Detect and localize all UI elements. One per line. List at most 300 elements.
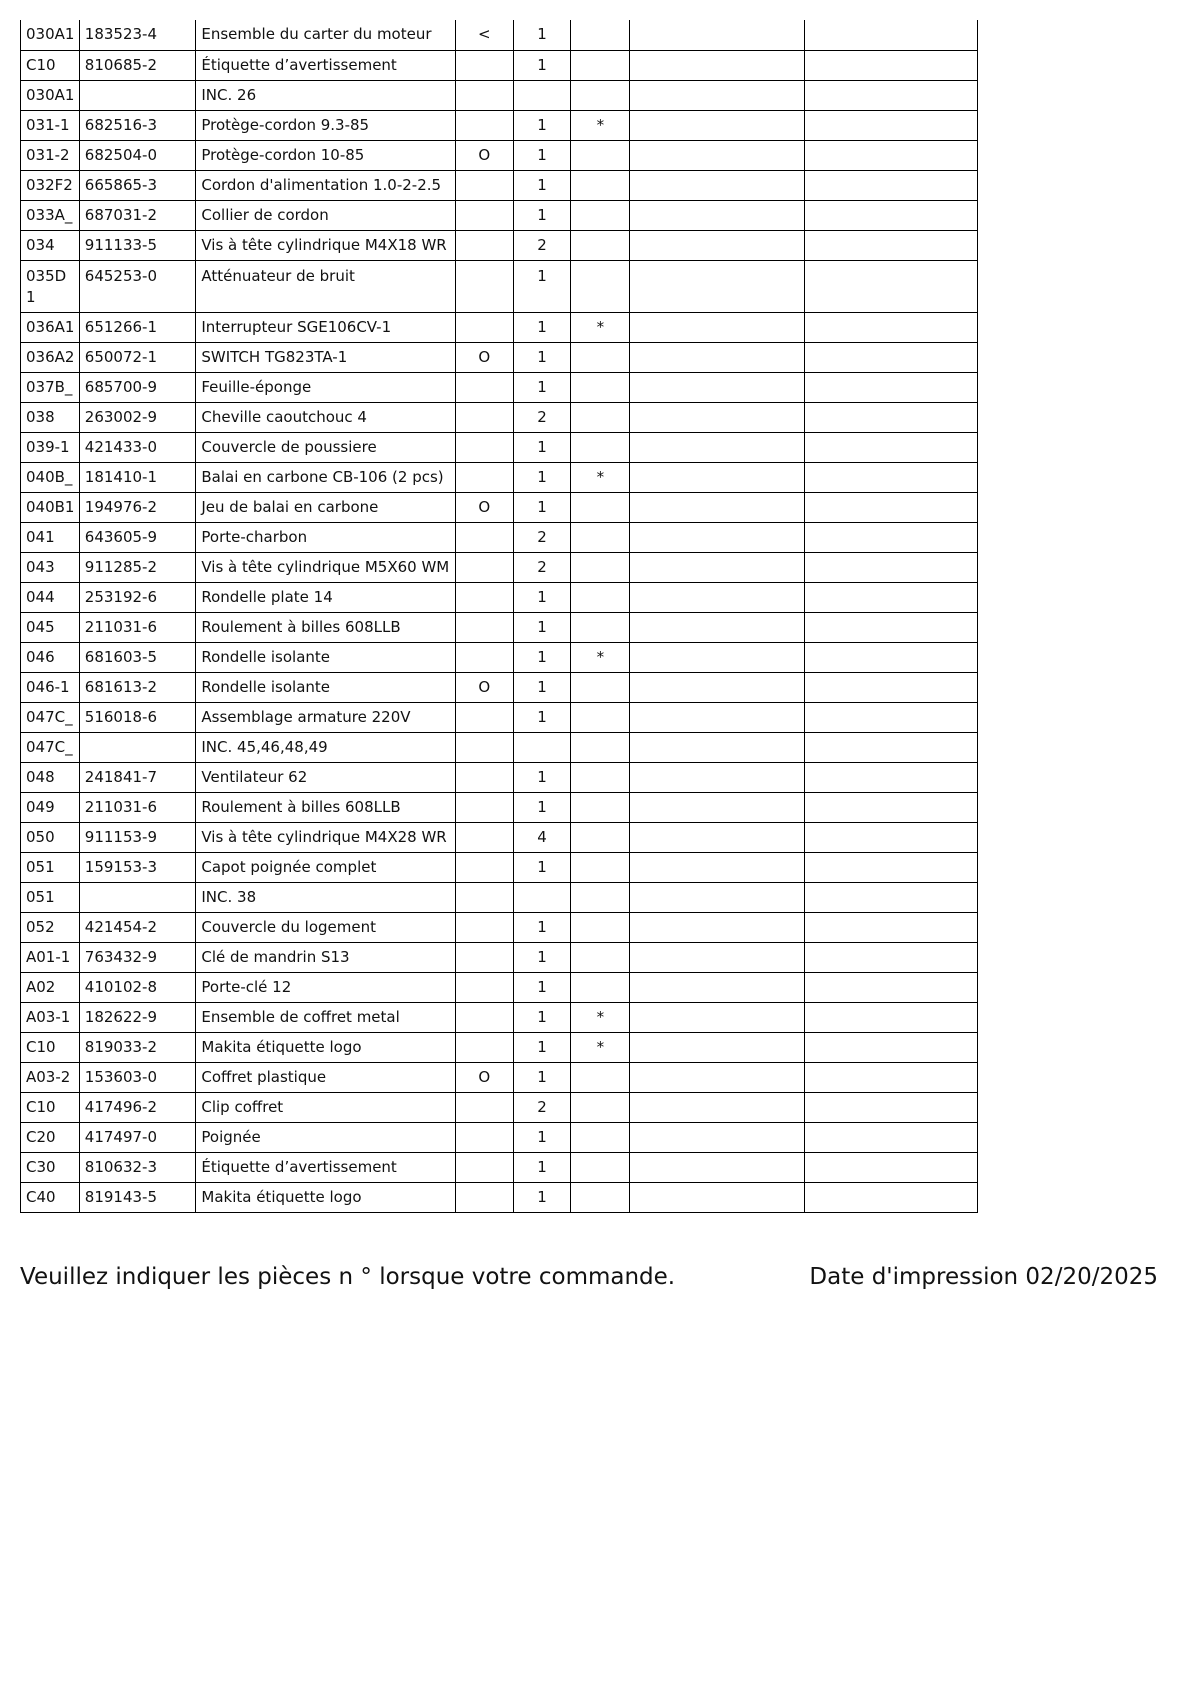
table-row	[21, 942, 978, 972]
part-description-cell: Étiquette d’avertissement	[196, 50, 456, 80]
part-description-cell: INC. 38	[196, 882, 456, 912]
part-ref-cell: 046	[21, 642, 80, 672]
table-row	[21, 312, 978, 342]
empty-cell	[804, 230, 977, 260]
empty-cell	[630, 1062, 804, 1092]
part-flag-cell	[455, 462, 513, 492]
part-flag-cell	[455, 912, 513, 942]
order-note: Veuillez indiquer les pièces n ° lorsque votre commande.	[20, 1264, 676, 1290]
part-number-cell	[79, 80, 196, 110]
part-number-cell: 194976-2	[79, 492, 196, 522]
part-number-cell: 681603-5	[79, 642, 196, 672]
part-description-cell: Clip coffret	[196, 1092, 456, 1122]
table-row	[21, 462, 978, 492]
empty-cell	[804, 312, 977, 342]
part-flag-cell	[455, 312, 513, 342]
part-description-cell: Clé de mandrin S13	[196, 942, 456, 972]
table-row	[21, 672, 978, 702]
part-flag-cell	[455, 972, 513, 1002]
table-row	[21, 1062, 978, 1092]
part-quantity-cell: 1	[513, 612, 571, 642]
part-description-cell: Vis à tête cylindrique M4X18 WR	[196, 230, 456, 260]
parts-table-body	[21, 20, 978, 1212]
table-row	[21, 972, 978, 1002]
part-description-cell: Couvercle du logement	[196, 912, 456, 942]
part-note-cell: *	[571, 312, 630, 342]
part-flag-cell: O	[455, 1062, 513, 1092]
part-description-cell: Capot poignée complet	[196, 852, 456, 882]
table-row	[21, 170, 978, 200]
empty-cell	[630, 1122, 804, 1152]
part-ref-cell: 036A2	[21, 342, 80, 372]
part-ref-cell: C20	[21, 1122, 80, 1152]
part-ref-cell: A01-1	[21, 942, 80, 972]
empty-cell	[630, 140, 804, 170]
empty-cell	[804, 792, 977, 822]
empty-cell	[804, 582, 977, 612]
part-number-cell: 651266-1	[79, 312, 196, 342]
empty-cell	[804, 1062, 977, 1092]
part-number-cell: 211031-6	[79, 792, 196, 822]
part-ref-cell: C10	[21, 1032, 80, 1062]
part-ref-cell: 033A_	[21, 200, 80, 230]
part-note-cell	[571, 522, 630, 552]
empty-cell	[630, 170, 804, 200]
part-ref-cell: 043	[21, 552, 80, 582]
part-quantity-cell: 1	[513, 672, 571, 702]
part-flag-cell	[455, 1122, 513, 1152]
empty-cell	[804, 170, 977, 200]
part-description-cell: Collier de cordon	[196, 200, 456, 230]
part-note-cell	[571, 432, 630, 462]
part-number-cell: 681613-2	[79, 672, 196, 702]
part-note-cell	[571, 1152, 630, 1182]
part-ref-cell: C30	[21, 1152, 80, 1182]
table-row	[21, 912, 978, 942]
part-ref-cell: C40	[21, 1182, 80, 1212]
part-number-cell: 421433-0	[79, 432, 196, 462]
empty-cell	[630, 80, 804, 110]
part-flag-cell	[455, 432, 513, 462]
part-description-cell: Ventilateur 62	[196, 762, 456, 792]
part-quantity-cell: 1	[513, 432, 571, 462]
part-quantity-cell: 1	[513, 312, 571, 342]
empty-cell	[804, 402, 977, 432]
table-row	[21, 702, 978, 732]
part-description-cell: Makita étiquette logo	[196, 1182, 456, 1212]
part-note-cell	[571, 1182, 630, 1212]
part-note-cell	[571, 492, 630, 522]
part-flag-cell	[455, 762, 513, 792]
part-description-cell: Cheville caoutchouc 4	[196, 402, 456, 432]
part-note-cell: *	[571, 642, 630, 672]
part-flag-cell	[455, 110, 513, 140]
part-description-cell: Vis à tête cylindrique M4X28 WR	[196, 822, 456, 852]
empty-cell	[630, 582, 804, 612]
empty-cell	[630, 1182, 804, 1212]
part-quantity-cell: 1	[513, 1062, 571, 1092]
part-description-cell: Porte-clé 12	[196, 972, 456, 1002]
part-ref-cell: 051	[21, 882, 80, 912]
empty-cell	[804, 492, 977, 522]
part-flag-cell	[455, 1152, 513, 1182]
part-note-cell	[571, 972, 630, 1002]
part-note-cell	[571, 342, 630, 372]
empty-cell	[804, 612, 977, 642]
part-quantity-cell: 1	[513, 140, 571, 170]
empty-cell	[804, 50, 977, 80]
empty-cell	[630, 792, 804, 822]
empty-cell	[630, 342, 804, 372]
part-description-cell: INC. 26	[196, 80, 456, 110]
part-number-cell: 410102-8	[79, 972, 196, 1002]
part-flag-cell	[455, 792, 513, 822]
part-quantity-cell: 4	[513, 822, 571, 852]
empty-cell	[630, 372, 804, 402]
part-note-cell	[571, 552, 630, 582]
part-description-cell: Rondelle isolante	[196, 642, 456, 672]
empty-cell	[804, 462, 977, 492]
part-quantity-cell: 1	[513, 972, 571, 1002]
part-number-cell: 417497-0	[79, 1122, 196, 1152]
table-row	[21, 140, 978, 170]
part-flag-cell	[455, 1002, 513, 1032]
empty-cell	[630, 432, 804, 462]
part-note-cell	[571, 372, 630, 402]
part-quantity-cell: 1	[513, 1152, 571, 1182]
empty-cell	[630, 642, 804, 672]
part-note-cell	[571, 1122, 630, 1152]
part-quantity-cell: 1	[513, 792, 571, 822]
empty-cell	[630, 972, 804, 1002]
part-number-cell: 159153-3	[79, 852, 196, 882]
part-ref-cell: 046-1	[21, 672, 80, 702]
empty-cell	[630, 612, 804, 642]
part-description-cell: Assemblage armature 220V	[196, 702, 456, 732]
part-ref-cell: 030A1	[21, 80, 80, 110]
table-row	[21, 372, 978, 402]
part-description-cell: Protège-cordon 9.3-85	[196, 110, 456, 140]
part-description-cell: Vis à tête cylindrique M5X60 WM	[196, 552, 456, 582]
part-note-cell	[571, 702, 630, 732]
part-note-cell: *	[571, 462, 630, 492]
part-description-cell: Roulement à billes 608LLB	[196, 792, 456, 822]
part-description-cell: Rondelle plate 14	[196, 582, 456, 612]
part-note-cell	[571, 792, 630, 822]
empty-cell	[804, 672, 977, 702]
part-number-cell	[79, 882, 196, 912]
table-row	[21, 582, 978, 612]
empty-cell	[630, 762, 804, 792]
part-number-cell: 211031-6	[79, 612, 196, 642]
empty-cell	[630, 702, 804, 732]
part-flag-cell	[455, 942, 513, 972]
part-number-cell: 241841-7	[79, 762, 196, 792]
part-number-cell: 665865-3	[79, 170, 196, 200]
part-flag-cell: O	[455, 672, 513, 702]
part-note-cell	[571, 80, 630, 110]
empty-cell	[630, 110, 804, 140]
part-number-cell: 685700-9	[79, 372, 196, 402]
part-number-cell: 253192-6	[79, 582, 196, 612]
part-ref-cell: 038	[21, 402, 80, 432]
part-ref-cell: 049	[21, 792, 80, 822]
part-description-cell: Poignée	[196, 1122, 456, 1152]
table-row	[21, 612, 978, 642]
part-quantity-cell: 1	[513, 852, 571, 882]
part-flag-cell	[455, 372, 513, 402]
empty-cell	[804, 1002, 977, 1032]
part-quantity-cell: 1	[513, 1122, 571, 1152]
part-ref-cell: 048	[21, 762, 80, 792]
empty-cell	[804, 372, 977, 402]
part-description-cell: Atténuateur de bruit	[196, 260, 456, 312]
part-quantity-cell	[513, 882, 571, 912]
part-note-cell	[571, 402, 630, 432]
part-quantity-cell: 1	[513, 912, 571, 942]
part-quantity-cell: 2	[513, 552, 571, 582]
part-quantity-cell: 1	[513, 20, 571, 50]
empty-cell	[630, 50, 804, 80]
empty-cell	[630, 200, 804, 230]
part-quantity-cell: 1	[513, 342, 571, 372]
empty-cell	[804, 942, 977, 972]
part-note-cell	[571, 1062, 630, 1092]
empty-cell	[630, 20, 804, 50]
empty-cell	[804, 80, 977, 110]
part-quantity-cell: 1	[513, 702, 571, 732]
part-ref-cell: A02	[21, 972, 80, 1002]
part-quantity-cell: 2	[513, 522, 571, 552]
table-row	[21, 522, 978, 552]
part-ref-cell: 030A1	[21, 20, 80, 50]
part-description-cell: Balai en carbone CB-106 (2 pcs)	[196, 462, 456, 492]
empty-cell	[804, 260, 977, 312]
part-note-cell	[571, 612, 630, 642]
part-flag-cell	[455, 1182, 513, 1212]
table-row	[21, 882, 978, 912]
part-ref-cell: 051	[21, 852, 80, 882]
part-note-cell	[571, 170, 630, 200]
part-number-cell: 263002-9	[79, 402, 196, 432]
empty-cell	[630, 912, 804, 942]
part-quantity-cell: 1	[513, 170, 571, 200]
empty-cell	[630, 1152, 804, 1182]
part-quantity-cell: 1	[513, 1002, 571, 1032]
table-row	[21, 492, 978, 522]
table-row	[21, 552, 978, 582]
part-flag-cell	[455, 402, 513, 432]
part-quantity-cell: 1	[513, 642, 571, 672]
part-flag-cell	[455, 642, 513, 672]
part-flag-cell	[455, 1032, 513, 1062]
empty-cell	[630, 402, 804, 432]
part-number-cell: 643605-9	[79, 522, 196, 552]
part-note-cell: *	[571, 1032, 630, 1062]
part-quantity-cell: 1	[513, 762, 571, 792]
empty-cell	[630, 230, 804, 260]
table-row	[21, 432, 978, 462]
part-ref-cell: 052	[21, 912, 80, 942]
table-row	[21, 1122, 978, 1152]
empty-cell	[804, 702, 977, 732]
part-number-cell: 911285-2	[79, 552, 196, 582]
part-ref-cell: 047C_	[21, 732, 80, 762]
part-ref-cell: 050	[21, 822, 80, 852]
part-quantity-cell: 1	[513, 1182, 571, 1212]
empty-cell	[804, 20, 977, 50]
part-ref-cell: A03-1	[21, 1002, 80, 1032]
part-description-cell: Interrupteur SGE106CV-1	[196, 312, 456, 342]
empty-cell	[804, 552, 977, 582]
empty-cell	[804, 822, 977, 852]
table-row	[21, 20, 978, 50]
table-row	[21, 342, 978, 372]
part-quantity-cell: 1	[513, 200, 571, 230]
table-row	[21, 1152, 978, 1182]
part-flag-cell	[455, 1092, 513, 1122]
empty-cell	[630, 732, 804, 762]
part-number-cell: 417496-2	[79, 1092, 196, 1122]
empty-cell	[804, 1092, 977, 1122]
part-number-cell: 183523-4	[79, 20, 196, 50]
part-ref-cell: 039-1	[21, 432, 80, 462]
part-ref-cell: 034	[21, 230, 80, 260]
part-description-cell: Ensemble de coffret metal	[196, 1002, 456, 1032]
part-quantity-cell: 1	[513, 260, 571, 312]
part-flag-cell	[455, 582, 513, 612]
empty-cell	[630, 492, 804, 522]
part-flag-cell: O	[455, 140, 513, 170]
part-description-cell: SWITCH TG823TA-1	[196, 342, 456, 372]
table-row	[21, 1182, 978, 1212]
empty-cell	[804, 912, 977, 942]
table-row	[21, 732, 978, 762]
empty-cell	[630, 852, 804, 882]
part-number-cell: 181410-1	[79, 462, 196, 492]
part-description-cell: Roulement à billes 608LLB	[196, 612, 456, 642]
part-ref-cell: 045	[21, 612, 80, 642]
part-note-cell	[571, 20, 630, 50]
part-note-cell	[571, 672, 630, 702]
table-row	[21, 1002, 978, 1032]
table-row	[21, 230, 978, 260]
empty-cell	[630, 1002, 804, 1032]
part-number-cell: 682516-3	[79, 110, 196, 140]
part-note-cell	[571, 582, 630, 612]
part-ref-cell: 036A1	[21, 312, 80, 342]
part-description-cell: Cordon d'alimentation 1.0-2-2.5	[196, 170, 456, 200]
part-ref-cell: 040B1	[21, 492, 80, 522]
part-description-cell: Couvercle de poussiere	[196, 432, 456, 462]
table-row	[21, 642, 978, 672]
part-note-cell	[571, 1092, 630, 1122]
parts-table	[20, 20, 978, 1213]
part-number-cell: 911133-5	[79, 230, 196, 260]
part-note-cell	[571, 230, 630, 260]
part-flag-cell	[455, 612, 513, 642]
part-number-cell: 810632-3	[79, 1152, 196, 1182]
part-description-cell: Coffret plastique	[196, 1062, 456, 1092]
table-row	[21, 822, 978, 852]
part-ref-cell: 040B_	[21, 462, 80, 492]
part-note-cell	[571, 942, 630, 972]
part-flag-cell	[455, 852, 513, 882]
empty-cell	[630, 552, 804, 582]
empty-cell	[804, 1122, 977, 1152]
part-note-cell	[571, 732, 630, 762]
part-description-cell: Porte-charbon	[196, 522, 456, 552]
part-flag-cell: <	[455, 20, 513, 50]
part-number-cell: 650072-1	[79, 342, 196, 372]
empty-cell	[804, 1152, 977, 1182]
empty-cell	[804, 852, 977, 882]
part-ref-cell: 041	[21, 522, 80, 552]
part-quantity-cell	[513, 80, 571, 110]
part-ref-cell: 032F2	[21, 170, 80, 200]
part-ref-cell: 044	[21, 582, 80, 612]
part-quantity-cell: 1	[513, 942, 571, 972]
part-number-cell	[79, 732, 196, 762]
empty-cell	[804, 972, 977, 1002]
part-number-cell: 182622-9	[79, 1002, 196, 1032]
table-row	[21, 200, 978, 230]
table-row	[21, 852, 978, 882]
table-row	[21, 110, 978, 140]
empty-cell	[630, 822, 804, 852]
part-ref-cell: C10	[21, 50, 80, 80]
part-ref-cell: 037B_	[21, 372, 80, 402]
table-row	[21, 260, 978, 312]
empty-cell	[804, 1032, 977, 1062]
part-note-cell	[571, 852, 630, 882]
part-ref-cell: A03-2	[21, 1062, 80, 1092]
table-row	[21, 1092, 978, 1122]
part-description-cell: Protège-cordon 10-85	[196, 140, 456, 170]
empty-cell	[630, 462, 804, 492]
table-row	[21, 792, 978, 822]
part-number-cell: 153603-0	[79, 1062, 196, 1092]
empty-cell	[804, 642, 977, 672]
empty-cell	[804, 522, 977, 552]
part-number-cell: 421454-2	[79, 912, 196, 942]
part-ref-cell: 031-2	[21, 140, 80, 170]
part-quantity-cell: 1	[513, 582, 571, 612]
part-flag-cell	[455, 170, 513, 200]
part-number-cell: 911153-9	[79, 822, 196, 852]
part-quantity-cell: 1	[513, 492, 571, 522]
empty-cell	[804, 110, 977, 140]
part-flag-cell	[455, 552, 513, 582]
empty-cell	[804, 342, 977, 372]
part-flag-cell	[455, 260, 513, 312]
part-description-cell: Makita étiquette logo	[196, 1032, 456, 1062]
table-row	[21, 80, 978, 110]
part-flag-cell: O	[455, 342, 513, 372]
part-note-cell	[571, 762, 630, 792]
part-flag-cell	[455, 882, 513, 912]
part-flag-cell: O	[455, 492, 513, 522]
part-note-cell	[571, 822, 630, 852]
print-date: Date d'impression 02/20/2025	[809, 1264, 1158, 1290]
part-quantity-cell: 1	[513, 462, 571, 492]
part-number-cell: 645253-0	[79, 260, 196, 312]
empty-cell	[804, 1182, 977, 1212]
part-note-cell: *	[571, 1002, 630, 1032]
empty-cell	[804, 200, 977, 230]
part-note-cell	[571, 50, 630, 80]
empty-cell	[630, 1092, 804, 1122]
